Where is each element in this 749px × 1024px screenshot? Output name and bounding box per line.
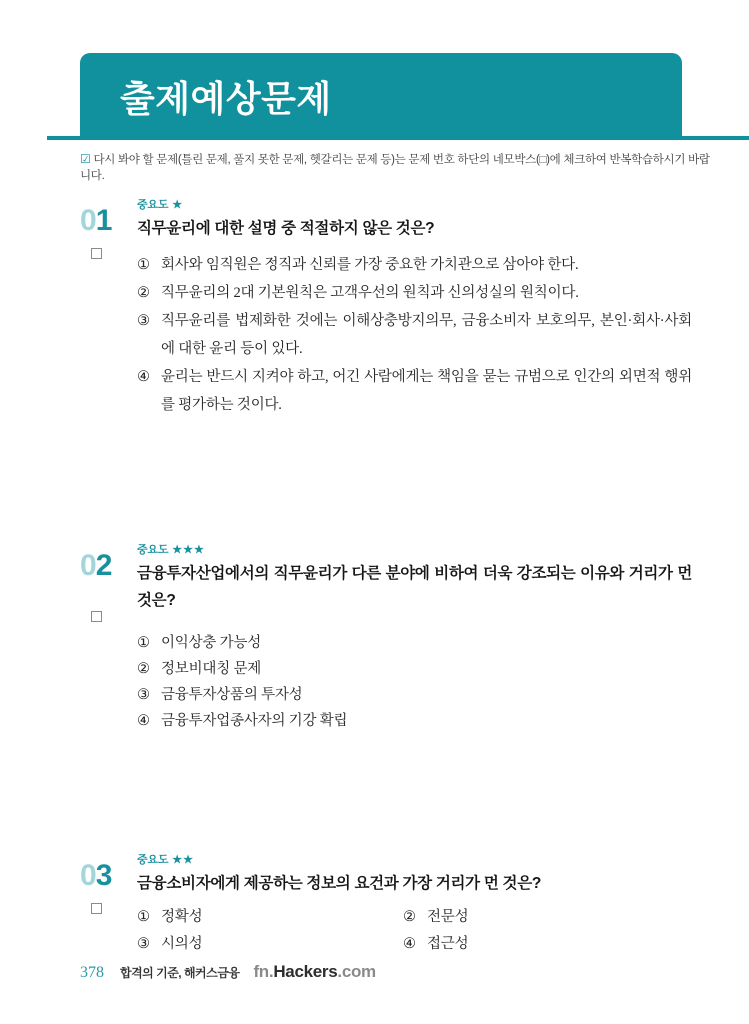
option-marker: ④	[137, 369, 150, 385]
review-checkbox[interactable]	[91, 248, 102, 259]
answer-options	[137, 904, 692, 958]
website-name: Hackers	[273, 962, 338, 981]
option-text: 전문성	[427, 909, 469, 925]
answer-option	[137, 708, 692, 734]
option-marker: ②	[403, 909, 416, 925]
page-title: 출제예상문제	[120, 78, 332, 119]
question-number-digit: 0	[80, 204, 96, 237]
question-number	[80, 206, 132, 236]
answer-option	[403, 904, 692, 931]
option-text: 회사와 임직원은 정직과 신뢰를 가장 중요한 가치관으로 삼아야 한다.	[161, 257, 579, 273]
review-notice-text: 다시 봐야 할 문제(틀린 문제, 풀지 못한 문제, 헷갈리는 문제 등)는 문제 번호 하단의 네모박스(□)에 체크하여 반복학습하시기 바랍니다.	[80, 154, 710, 182]
option-marker: ③	[137, 936, 150, 952]
checked-box-icon: ☑	[80, 152, 91, 166]
importance-label: 중요도	[137, 544, 169, 556]
question-block-02	[80, 543, 692, 734]
option-marker: ②	[137, 285, 150, 301]
chapter-header-band	[80, 53, 682, 140]
importance-stars: ★	[172, 199, 184, 211]
question-block-03	[80, 853, 692, 958]
importance-stars: ★★	[172, 854, 195, 866]
page-footer	[80, 962, 376, 982]
answer-option	[137, 656, 692, 682]
option-marker: ①	[137, 909, 150, 925]
option-text: 윤리는 반드시 지켜야 하고, 어긴 사람에게는 책임을 묻는 규범으로 인간의 외면적 행위를 평가하는 것이다.	[161, 369, 692, 413]
option-marker: ①	[137, 257, 150, 273]
option-text: 금융투자상품의 투자성	[161, 687, 303, 703]
website-prefix: fn.	[253, 962, 274, 981]
option-text: 직무윤리를 법제화한 것에는 이해상충방지의무, 금융소비자 보호의무, 본인·회사·사회에 대한 윤리 등이 있다.	[161, 313, 692, 357]
importance-label: 중요도	[137, 199, 169, 211]
answer-option	[137, 682, 692, 708]
question-number-digit: 0	[80, 549, 96, 582]
question-number-digit: 3	[95, 859, 112, 892]
answer-option	[137, 630, 692, 656]
question-gutter	[80, 551, 132, 622]
review-checkbox[interactable]	[91, 611, 102, 622]
option-text: 정확성	[161, 909, 203, 925]
question-block-01	[80, 198, 692, 419]
answer-option	[137, 931, 403, 958]
question-text: 금융소비자에게 제공하는 정보의 요건과 가장 거리가 먼 것은?	[137, 875, 542, 892]
option-text: 금융투자업종사자의 기강 확립	[161, 713, 348, 729]
website-suffix: .com	[337, 962, 376, 981]
option-marker: ②	[137, 661, 150, 677]
question-body	[137, 543, 692, 734]
answer-options	[137, 630, 692, 734]
option-marker: ④	[137, 713, 150, 729]
header-divider	[47, 136, 749, 140]
publisher-tagline: 합격의 기준, 해커스금융	[120, 966, 240, 980]
page-number: 378	[80, 964, 104, 981]
option-marker: ③	[137, 313, 150, 329]
option-marker: ①	[137, 635, 150, 651]
review-checkbox[interactable]	[91, 903, 102, 914]
answer-option	[137, 363, 692, 419]
question-number-digit: 0	[80, 859, 96, 892]
website-logo	[253, 962, 375, 982]
answer-option	[137, 307, 692, 363]
option-marker: ④	[403, 936, 416, 952]
answer-option	[137, 279, 692, 307]
importance-rating	[137, 198, 692, 212]
question-number	[80, 861, 132, 891]
importance-rating	[137, 853, 692, 867]
question-number	[80, 551, 132, 581]
importance-stars: ★★★	[172, 544, 205, 556]
question-gutter	[80, 206, 132, 259]
option-text: 정보비대칭 문제	[161, 661, 262, 677]
question-number-digit: 2	[95, 549, 112, 582]
question-number-digit: 1	[95, 204, 112, 237]
question-body	[137, 198, 692, 419]
option-text: 시의성	[161, 936, 203, 952]
importance-rating	[137, 543, 692, 557]
answer-option	[403, 931, 692, 958]
question-text: 직무윤리에 대한 설명 중 적절하지 않은 것은?	[137, 220, 435, 237]
option-marker: ③	[137, 687, 150, 703]
answer-options	[137, 251, 692, 419]
option-text: 이익상충 가능성	[161, 635, 262, 651]
review-notice	[80, 151, 720, 183]
question-gutter	[80, 861, 132, 914]
question-text: 금융투자산업에서의 직무윤리가 다른 분야에 비하여 더욱 강조되는 이유와 거리가 먼 것은?	[137, 565, 692, 609]
option-text: 직무윤리의 2대 기본원칙은 고객우선의 원칙과 신의성실의 원칙이다.	[161, 285, 579, 301]
answer-option	[137, 904, 403, 931]
question-body	[137, 853, 692, 958]
option-text: 접근성	[427, 936, 469, 952]
importance-label: 중요도	[137, 854, 169, 866]
answer-option	[137, 251, 692, 279]
